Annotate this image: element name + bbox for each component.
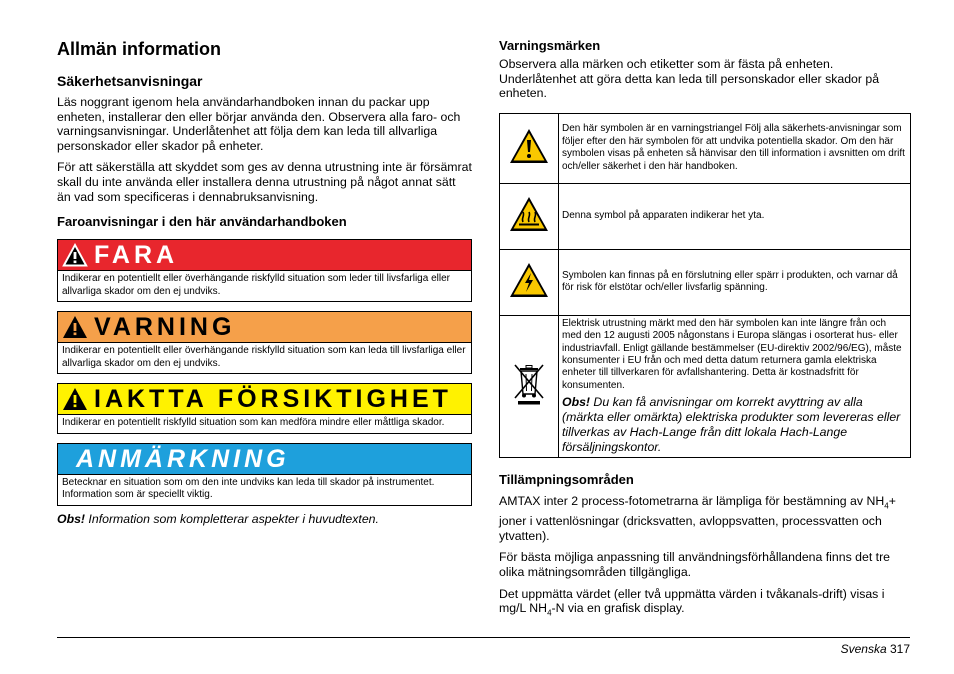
application-heading: Tillämpningsområden [499,472,634,488]
hazard-box-varning [57,311,472,374]
weee-text: Elektrisk utrustning märkt med den här symbolen kan inte längre från och med den 12 augusti 2005 någonstans i Europa slängas i osorterat hus- eller industriavfall. Enligt gällande bestämmelser (EU-direktiv 2002/96/EG), måste konsumenter i EU från och med detta datum returnera gamla elektriska enheter till tillverkaren för avfallshantering. Detta är kostnadsfritt för konsumenten. [562,317,902,391]
hazard-desc-anmarkning: Betecknar en situation som om den inte undviks kan leda till skador på instrumentet. Information som är speciellt viktig. [62,476,435,501]
page-title: Allmän information [57,39,222,59]
symbols-table [499,113,911,458]
symbol-description: Denna symbol på apparaten indikerar het yta. [559,183,911,249]
app-p3-text-b: -N via en grafisk display. [551,601,685,616]
symbol-cell [500,249,559,315]
symbol-description: Den här symbolen är en varningstriangel Följ alla säkerhets-anvisningar som följer efter den här symbolen för att undvika potentiella skador. Om den här symbolen visas på enheten så hänvisar den till information i avsnitten om drift och/eller säkerhet i den här handboken. [559,113,911,183]
hazard-desc-iaktta: Indikerar en potentiellt riskfylld situation som kan medföra mindre eller måttliga skador. [62,417,445,429]
hazard-box-anmarkning [57,443,472,506]
safety-paragraph-2: För att säkerställa att skyddet som ges av denna utrustning inte är försämrat skall du inte använda eller installera denna utrustning på något annat sätt än vad som specificeras i dennabruksanvisning. [57,160,472,204]
warning-triangle-icon [62,315,88,339]
app-p1-subscript: 4 [884,501,889,511]
obs-label: Obs! [57,511,86,526]
hazard-desc-varning: Indikerar en potentiellt eller överhängande riskfylld situation som kan leda till livsfarliga eller allvarliga skador om den ej undviks. [62,345,466,369]
application-paragraph-1 [499,494,911,543]
warning-triangle-icon [62,243,88,267]
labels-paragraph: Observera alla märken och etiketter som är fästa på enheten. Underlåtenhet att göra detta kan leda till personskador eller skador på enheten. [499,57,880,101]
hazard-bar-anmarkning [58,444,471,475]
obs-text: Information som kompletterar aspekter i huvudtexten. [85,511,379,526]
symbol-cell [500,113,559,183]
warning-triangle-icon [509,128,549,164]
weee-note-text: Du kan få anvisningar om korrekt avyttring av alla (märkta eller omärkta) elektriska produkter som levereras eller tillverkas av Hach-Lange från ditt lokala Hach-Lange försäljningskontor. [562,395,901,455]
page-footer [841,642,910,656]
table-row [500,315,911,457]
application-paragraph-3 [499,587,911,622]
footer-divider [57,637,910,638]
hazard-bar-iaktta [58,384,471,415]
obs-note [57,512,472,527]
right-column [499,38,911,628]
hazard-word-anmarkning: ANMÄRKNING [76,444,290,473]
application-paragraph-2: För bästa möjliga anpassning till användningsförhållandena finns det tre olika mätningsområden tillgängliga. [499,550,891,580]
warning-triangle-icon [62,387,88,411]
electrical-hazard-icon [509,262,549,298]
weee-note-label: Obs! [562,395,591,410]
app-p3-text-a: Det uppmätta värdet (eller två uppmätta värden i tvåkanals-drift) visas i mg/L NH [499,586,885,616]
safety-heading: Säkerhetsanvisningar [57,73,203,89]
app-p3-subscript: 4 [547,608,552,618]
page-number: 317 [889,642,910,656]
hazard-bar-fara [58,240,471,271]
left-column [57,38,472,527]
app-p1-text-b: + joner i vattenlösningar (dricksvatten, avloppsvatten, processvatten och ytvatten). [499,494,896,543]
hazard-box-fara [57,239,472,302]
table-row [500,113,911,183]
hazard-word-varning: VARNING [94,313,236,342]
crossed-bin-icon [509,362,549,406]
hazard-word-iaktta: IAKTTA FÖRSIKTIGHET [94,385,452,414]
weee-note [562,395,907,455]
hazard-heading: Faroanvisningar i den här användarhandboken [57,214,347,230]
hazard-bar-varning [58,312,471,343]
hazard-word-fara: FARA [94,241,179,270]
symbol-description [559,315,911,457]
symbol-cell [500,315,559,457]
table-row [500,183,911,249]
symbol-cell [500,183,559,249]
table-row [500,249,911,315]
hot-surface-icon [509,196,549,232]
safety-paragraph-1: Läs noggrant igenom hela användarhandboken innan du packar upp enheten, installerar den eller börjar använda den. Observera alla faro- och varningsanvisningar. Underlåtenhet att följa dem kan leda till allvarliga personskador eller skador på enheter. [57,95,461,153]
hazard-box-iaktta [57,383,472,434]
footer-language: Svenska [840,642,887,656]
symbol-description: Symbolen kan finnas på en förslutning eller spärr i produkten, och varnar då för risk för elstötar och/eller livsfarlig spänning. [559,249,911,315]
hazard-desc-fara: Indikerar en potentiellt eller överhängande riskfylld situation som leder till livsfarliga eller allvarliga skador om den ej undviks. [62,273,450,297]
labels-heading: Varningsmärken [499,38,601,53]
app-p1-text-a: AMTAX inter 2 process-fotometrarna är lämpliga för bestämning av NH [499,494,885,509]
